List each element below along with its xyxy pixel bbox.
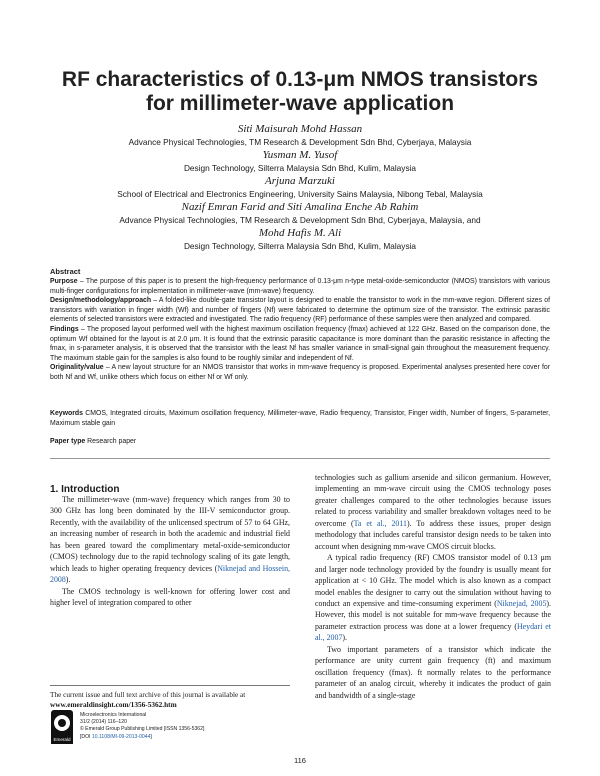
- findings-text: – The proposed layout performed well with the highest maximum oscillation frequency (fmax) achieved at 122 GHz. Based on the comparison done, the optimum Wf obtained for the layout is at 2.0 μm. It is found that the extrinsic parasitic capacitance is more dominant than the parasitic resistance in affecting the fmax, in s-parameter analysis, it is observed that the transistor with the least Nf has smaller variance in small-signal gain throughout the measurement frequency. The maximum stable gain for the samples is also found to be roughly similar and independent of Nf.: [50, 325, 550, 362]
- footnote: [50, 690, 290, 710]
- paragraph-text: ).: [65, 575, 71, 585]
- abstract-findings: [50, 325, 550, 363]
- logo-wordmark: Emerald: [53, 737, 71, 742]
- author-affiliation: Advance Physical Technologies, TM Research & Development Sdn Bhd, Cyberjaya, Malaysia: [128, 137, 472, 147]
- paragraph-text: A typical radio frequency (RF) CMOS transistor model of 0.13 μm and larger node technology provided by the foundry is usually meant for application at < 10 GHz. The model which is also known as a compact model enables the designer to carry out the simulation without having to conduct an expensive and time-consuming experiment (: [315, 553, 551, 608]
- paragraph: [315, 472, 551, 552]
- originality-label: Originality/value: [50, 364, 104, 372]
- citation-link[interactable]: Niknejad, 2005: [496, 598, 547, 608]
- paragraph-text: ).: [342, 633, 348, 643]
- paragraph-text: ). However, this model is not suitable for mm-wave frequency because the parameter extraction process was done at a lower frequency (: [315, 598, 551, 631]
- author-name: Siti Maisurah Mohd Hassan: [237, 123, 363, 135]
- citation-link[interactable]: Heydari et al., 2007: [315, 621, 551, 643]
- author-block: [40, 123, 560, 253]
- paragraph-text: ). To address these issues, proper design methodology that includes careful transistor design needs to be taken into account when designing mm-wave CMOS circuit blocks.: [315, 518, 552, 551]
- journal-publisher: © Emerald Group Publishing Limited [ISSN 1356-5362]: [80, 726, 205, 733]
- abstract-originality: [50, 363, 550, 382]
- design-text: – A folded-like double-gate transistor layout is designed to enable the transistor to work in the mm-wave region. Different sizes of transistors with variation in finger width (Wf) and number of fingers (Nf) were fabricated to determine the optimum size of the transistor. The extrinsic parasitic elements of selected transistors were extracted and investigated. The radio frequency (RF) performance of these samples were then analyzed and compared.: [50, 297, 550, 324]
- abstract-heading: Abstract: [50, 267, 81, 276]
- keywords: [50, 409, 550, 429]
- author-name: Yusman M. Yusof: [262, 149, 338, 161]
- paper-type-text: Research paper: [85, 438, 137, 445]
- citation-link[interactable]: Ta et al., 2011: [353, 518, 407, 528]
- paragraph-text: The millimeter-wave (mm-wave) frequency which ranges from 30 to 300 GHz has long been dominated by the III-V semiconductor group. Recently, with the availability of the unlicensed spectrum of 57 to 64 GHz, an increasing number of research in both the academic and industrial field has been geared toward the complimentary metal-oxide-semiconductor (CMOS) technology due to the rapid technology scaling of its gate length, which leads to higher operating frequency devices (: [50, 495, 290, 573]
- design-label: Design/methodology/approach: [50, 297, 152, 305]
- emerald-logo-icon: [51, 710, 73, 744]
- footnote-divider: [50, 685, 290, 686]
- section-divider: [50, 458, 550, 459]
- paragraph: The CMOS technology is well-known for offering lower cost and higher level of integration compared to other: [50, 586, 290, 608]
- abstract-purpose: [50, 277, 550, 296]
- abstract-design: [50, 296, 550, 325]
- right-column: [315, 472, 551, 701]
- journal-doi: [DOI 10.1108/MI-09-2013-0044]: [80, 733, 152, 740]
- paper-type: [50, 437, 550, 447]
- doi-link[interactable]: 10.1108/MI-09-2013-0044: [91, 733, 151, 740]
- findings-label: Findings: [50, 325, 79, 333]
- journal-volume: 31/2 (2014) 116–120: [80, 719, 127, 726]
- section-heading: 1. Introduction: [50, 484, 120, 495]
- keywords-label: Keywords: [50, 410, 83, 417]
- purpose-text: – The purpose of this paper is to present the high-frequency performance of 0.13-μm n-type metal-oxide-semiconductor (NMOS) transistors with various multi-finger configurations for implementation in millimeter-wave (mm-wave) frequency.: [50, 278, 550, 295]
- paragraph-text: technologies such as gallium arsenide and silicon germanium. However, implementing an mm-wave circuit using the CMOS technology poses greater challenges compared to the other technologies because issues related to process variability and smaller breakdown voltages need to be overcome (: [315, 473, 551, 528]
- paper-type-label: Paper type: [50, 438, 86, 445]
- title-line-2: for millimeter-wave application: [145, 92, 455, 115]
- author-affiliation: Advance Physical Technologies, TM Research & Development Sdn Bhd, Cyberjaya, Malaysia, and: [119, 215, 481, 225]
- footnote-text: The current issue and full text archive of this journal is available at: [50, 690, 246, 699]
- author-name: Nazif Emran Farid and Siti Amalina Enche Ab Rahim: [181, 201, 419, 213]
- abstract: [50, 267, 550, 383]
- title-line-1: RF characteristics of 0.13-μm NMOS transistors: [61, 68, 539, 91]
- paragraph: [315, 552, 551, 644]
- journal-url-link[interactable]: www.emeraldinsight.com/1356-5362.htm: [50, 700, 177, 709]
- author-name: Arjuna Marzuki: [265, 175, 335, 187]
- originality-text: – A new layout structure for an NMOS transistor that works in mm-wave frequency is proposed. Experimental analyses presented here cover for both Nf and Wf, unlike others which focus on either Nf or Wf only.: [50, 364, 550, 381]
- author-affiliation: School of Electrical and Electronics Engineering, University Sains Malaysia, Nibong Tebal, Malaysia: [117, 189, 483, 199]
- journal-info: [80, 712, 295, 741]
- author-name: Mohd Hafis M. Ali: [258, 227, 342, 239]
- page-number: 116: [294, 756, 306, 765]
- paper-title: [30, 68, 570, 116]
- purpose-label: Purpose: [50, 278, 78, 285]
- paragraph: [50, 494, 290, 586]
- paragraph: Two important parameters of a transistor which indicate the performance are unity current gain frequency (ft) and maximum oscillation frequency (fmax). ft normally relates to the performance parameter of an analog circuit, whereby it indicates the product of gain and bandwidth of a single-stage: [315, 644, 551, 700]
- keywords-text: CMOS, Integrated circuits, Maximum oscillation frequency, Millimeter-wave, Radio frequency, Transistor, Finger width, Number of fingers, S-parameter, Maximum stable gain: [50, 410, 550, 427]
- author-affiliation: Design Technology, Silterra Malaysia Sdn Bhd, Kulim, Malaysia: [183, 163, 417, 173]
- author-affiliation: Design Technology, Silterra Malaysia Sdn Bhd, Kulim, Malaysia: [183, 241, 417, 251]
- journal-name: Microelectronics International: [80, 712, 147, 718]
- citation-link[interactable]: Niknejad and Hossein, 2008: [50, 563, 290, 585]
- left-column: [50, 494, 290, 609]
